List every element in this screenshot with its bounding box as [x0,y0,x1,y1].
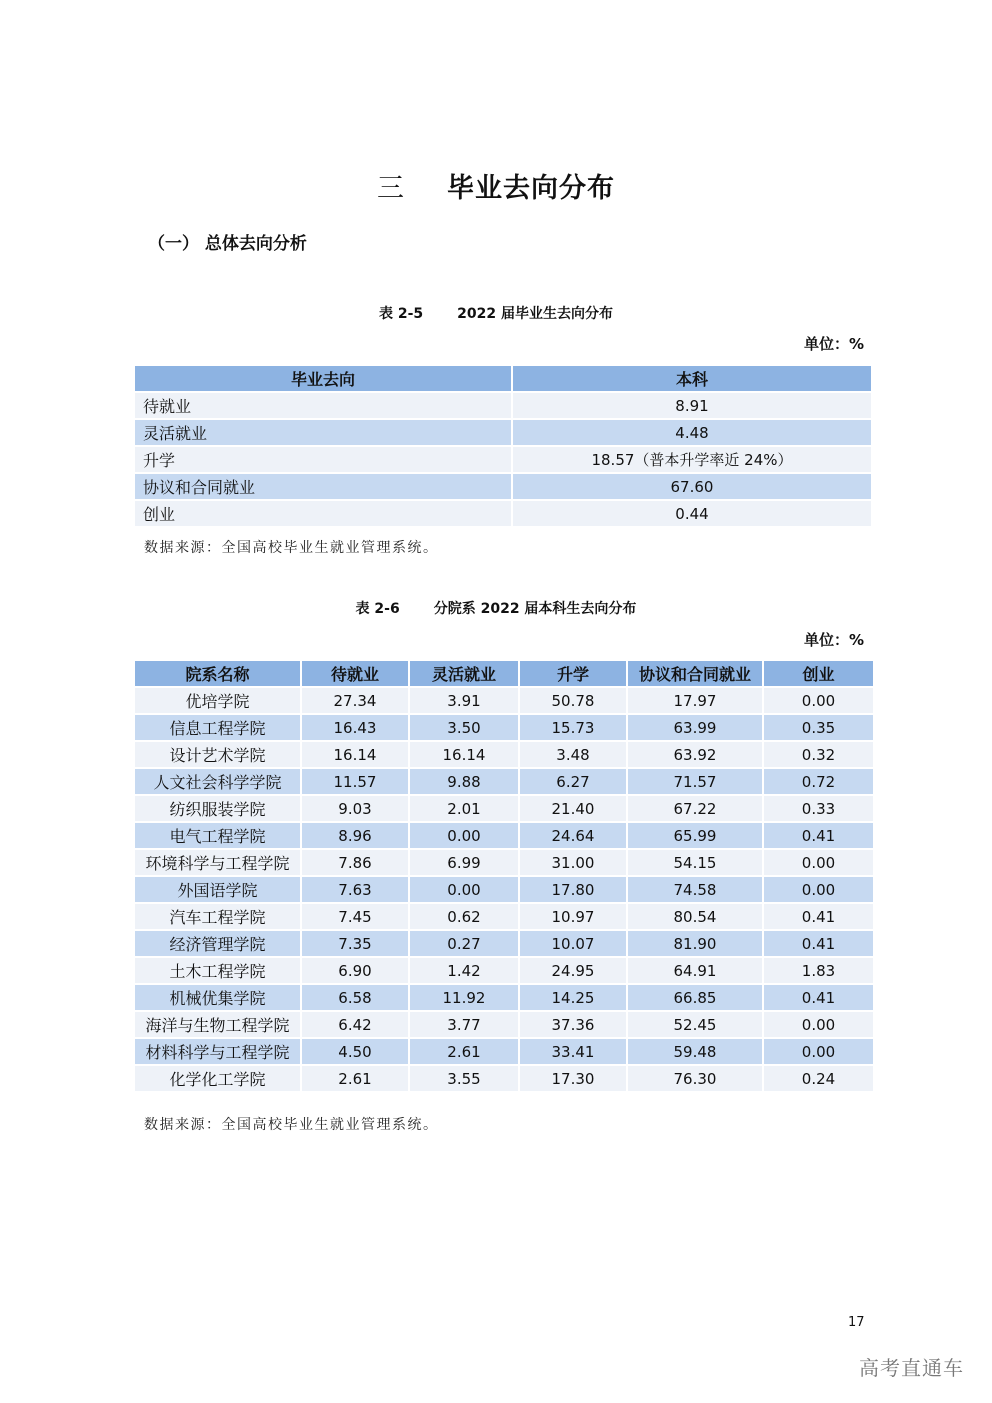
department-name-cell: 电气工程学院 [134,822,301,849]
value-cell: 2.61 [409,1038,519,1065]
value-cell: 52.45 [627,1011,763,1038]
table-row [134,876,874,903]
header-cell: 创业 [763,660,874,687]
header-cell: 院系名称 [134,660,301,687]
value-cell: 0.72 [763,768,874,795]
table-row [134,768,874,795]
value-cell: 33.41 [519,1038,627,1065]
chapter-number: 三 [377,173,405,204]
table1-source-note: 数据来源：全国高校毕业生就业管理系统。 [144,540,439,556]
value-cell: 7.63 [301,876,409,903]
value-cell: 0.00 [763,1011,874,1038]
destination-cell: 升学 [134,446,512,473]
value-cell: 8.96 [301,822,409,849]
department-destination-table [133,659,875,1093]
destination-cell: 待就业 [134,392,512,419]
department-name-cell: 环境科学与工程学院 [134,849,301,876]
department-name-cell: 信息工程学院 [134,714,301,741]
value-cell: 0.32 [763,741,874,768]
value-cell: 3.48 [519,741,627,768]
value-cell: 0.00 [763,1038,874,1065]
table2-caption [0,598,992,618]
value-cell: 6.42 [301,1011,409,1038]
department-name-cell: 优培学院 [134,687,301,714]
table-row [134,446,872,473]
value-cell: 80.54 [627,903,763,930]
table-row [134,822,874,849]
table1-unit: 单位：% [803,335,864,353]
header-cell: 灵活就业 [409,660,519,687]
table-row [134,741,874,768]
value-cell: 0.33 [763,795,874,822]
value-cell: 0.00 [763,849,874,876]
department-name-cell: 化学化工学院 [134,1065,301,1092]
table-row [134,1038,874,1065]
page-number: 17 [848,1315,865,1330]
value-cell: 6.99 [409,849,519,876]
value-cell: 7.35 [301,930,409,957]
value-cell: 8.91 [512,392,872,419]
table-row [134,849,874,876]
chapter-title: 毕业去向分布 [447,173,615,204]
value-cell: 2.61 [301,1065,409,1092]
table-row [134,714,874,741]
chapter-heading [0,166,992,205]
section-heading: （一） 总体去向分析 [148,234,307,254]
value-cell: 0.00 [409,822,519,849]
value-cell: 17.30 [519,1065,627,1092]
value-cell: 2.01 [409,795,519,822]
department-name-cell: 机械优集学院 [134,984,301,1011]
department-name-cell: 人文社会科学学院 [134,768,301,795]
value-cell: 16.43 [301,714,409,741]
value-cell: 63.99 [627,714,763,741]
value-cell: 18.57（普本升学率近 24%） [512,446,872,473]
value-cell: 6.27 [519,768,627,795]
value-cell: 71.57 [627,768,763,795]
value-cell: 21.40 [519,795,627,822]
table-row [134,903,874,930]
value-cell: 1.83 [763,957,874,984]
table1-caption-number: 表 2-5 [378,306,424,322]
value-cell: 3.91 [409,687,519,714]
header-cell: 本科 [512,365,872,392]
value-cell: 50.78 [519,687,627,714]
value-cell: 67.22 [627,795,763,822]
value-cell: 3.77 [409,1011,519,1038]
header-cell: 毕业去向 [134,365,512,392]
value-cell: 37.36 [519,1011,627,1038]
value-cell: 0.27 [409,930,519,957]
value-cell: 10.07 [519,930,627,957]
table-row [134,957,874,984]
department-name-cell: 外国语学院 [134,876,301,903]
value-cell: 0.24 [763,1065,874,1092]
value-cell: 81.90 [627,930,763,957]
table-row [134,687,874,714]
department-name-cell: 土木工程学院 [134,957,301,984]
value-cell: 9.88 [409,768,519,795]
department-name-cell: 经济管理学院 [134,930,301,957]
value-cell: 17.97 [627,687,763,714]
value-cell: 14.25 [519,984,627,1011]
value-cell: 16.14 [409,741,519,768]
value-cell: 7.45 [301,903,409,930]
table-row [134,795,874,822]
value-cell: 17.80 [519,876,627,903]
value-cell: 54.15 [627,849,763,876]
table-row [134,500,872,527]
table2-caption-number: 表 2-6 [355,601,400,617]
department-name-cell: 设计艺术学院 [134,741,301,768]
value-cell: 0.00 [763,687,874,714]
value-cell: 0.41 [763,930,874,957]
value-cell: 4.48 [512,419,872,446]
table-header-row [134,660,874,687]
value-cell: 24.64 [519,822,627,849]
value-cell: 9.03 [301,795,409,822]
watermark: 高考直通车 [859,1356,964,1380]
value-cell: 0.62 [409,903,519,930]
value-cell: 67.60 [512,473,872,500]
destination-cell: 创业 [134,500,512,527]
department-name-cell: 汽车工程学院 [134,903,301,930]
table-row [134,984,874,1011]
department-name-cell: 纺织服装学院 [134,795,301,822]
value-cell: 0.41 [763,822,874,849]
table1-caption [0,303,992,323]
value-cell: 3.50 [409,714,519,741]
table-row [134,1011,874,1038]
header-cell: 待就业 [301,660,409,687]
value-cell: 0.41 [763,984,874,1011]
table-row [134,473,872,500]
value-cell: 65.99 [627,822,763,849]
table-row [134,930,874,957]
value-cell: 31.00 [519,849,627,876]
department-name-cell: 海洋与生物工程学院 [134,1011,301,1038]
destination-cell: 协议和合同就业 [134,473,512,500]
value-cell: 27.34 [301,687,409,714]
destination-cell: 灵活就业 [134,419,512,446]
value-cell: 11.57 [301,768,409,795]
department-name-cell: 材料科学与工程学院 [134,1038,301,1065]
value-cell: 66.85 [627,984,763,1011]
table1-caption-title: 2022 届毕业生去向分布 [457,306,613,322]
value-cell: 59.48 [627,1038,763,1065]
value-cell: 76.30 [627,1065,763,1092]
header-cell: 协议和合同就业 [627,660,763,687]
value-cell: 11.92 [409,984,519,1011]
table2-caption-title: 分院系 2022 届本科生去向分布 [433,601,637,617]
value-cell: 3.55 [409,1065,519,1092]
value-cell: 0.44 [512,500,872,527]
table-row [134,419,872,446]
table-row [134,392,872,419]
value-cell: 16.14 [301,741,409,768]
table-row [134,1065,874,1092]
value-cell: 24.95 [519,957,627,984]
value-cell: 7.86 [301,849,409,876]
header-cell: 升学 [519,660,627,687]
value-cell: 6.90 [301,957,409,984]
table2-unit: 单位：% [803,631,864,649]
table-header-row [134,365,872,392]
graduate-destination-table [133,364,873,528]
value-cell: 0.00 [763,876,874,903]
value-cell: 10.97 [519,903,627,930]
value-cell: 1.42 [409,957,519,984]
value-cell: 15.73 [519,714,627,741]
value-cell: 0.41 [763,903,874,930]
value-cell: 63.92 [627,741,763,768]
value-cell: 64.91 [627,957,763,984]
value-cell: 0.35 [763,714,874,741]
value-cell: 74.58 [627,876,763,903]
value-cell: 0.00 [409,876,519,903]
table2-source-note: 数据来源：全国高校毕业生就业管理系统。 [144,1117,439,1133]
value-cell: 4.50 [301,1038,409,1065]
value-cell: 6.58 [301,984,409,1011]
